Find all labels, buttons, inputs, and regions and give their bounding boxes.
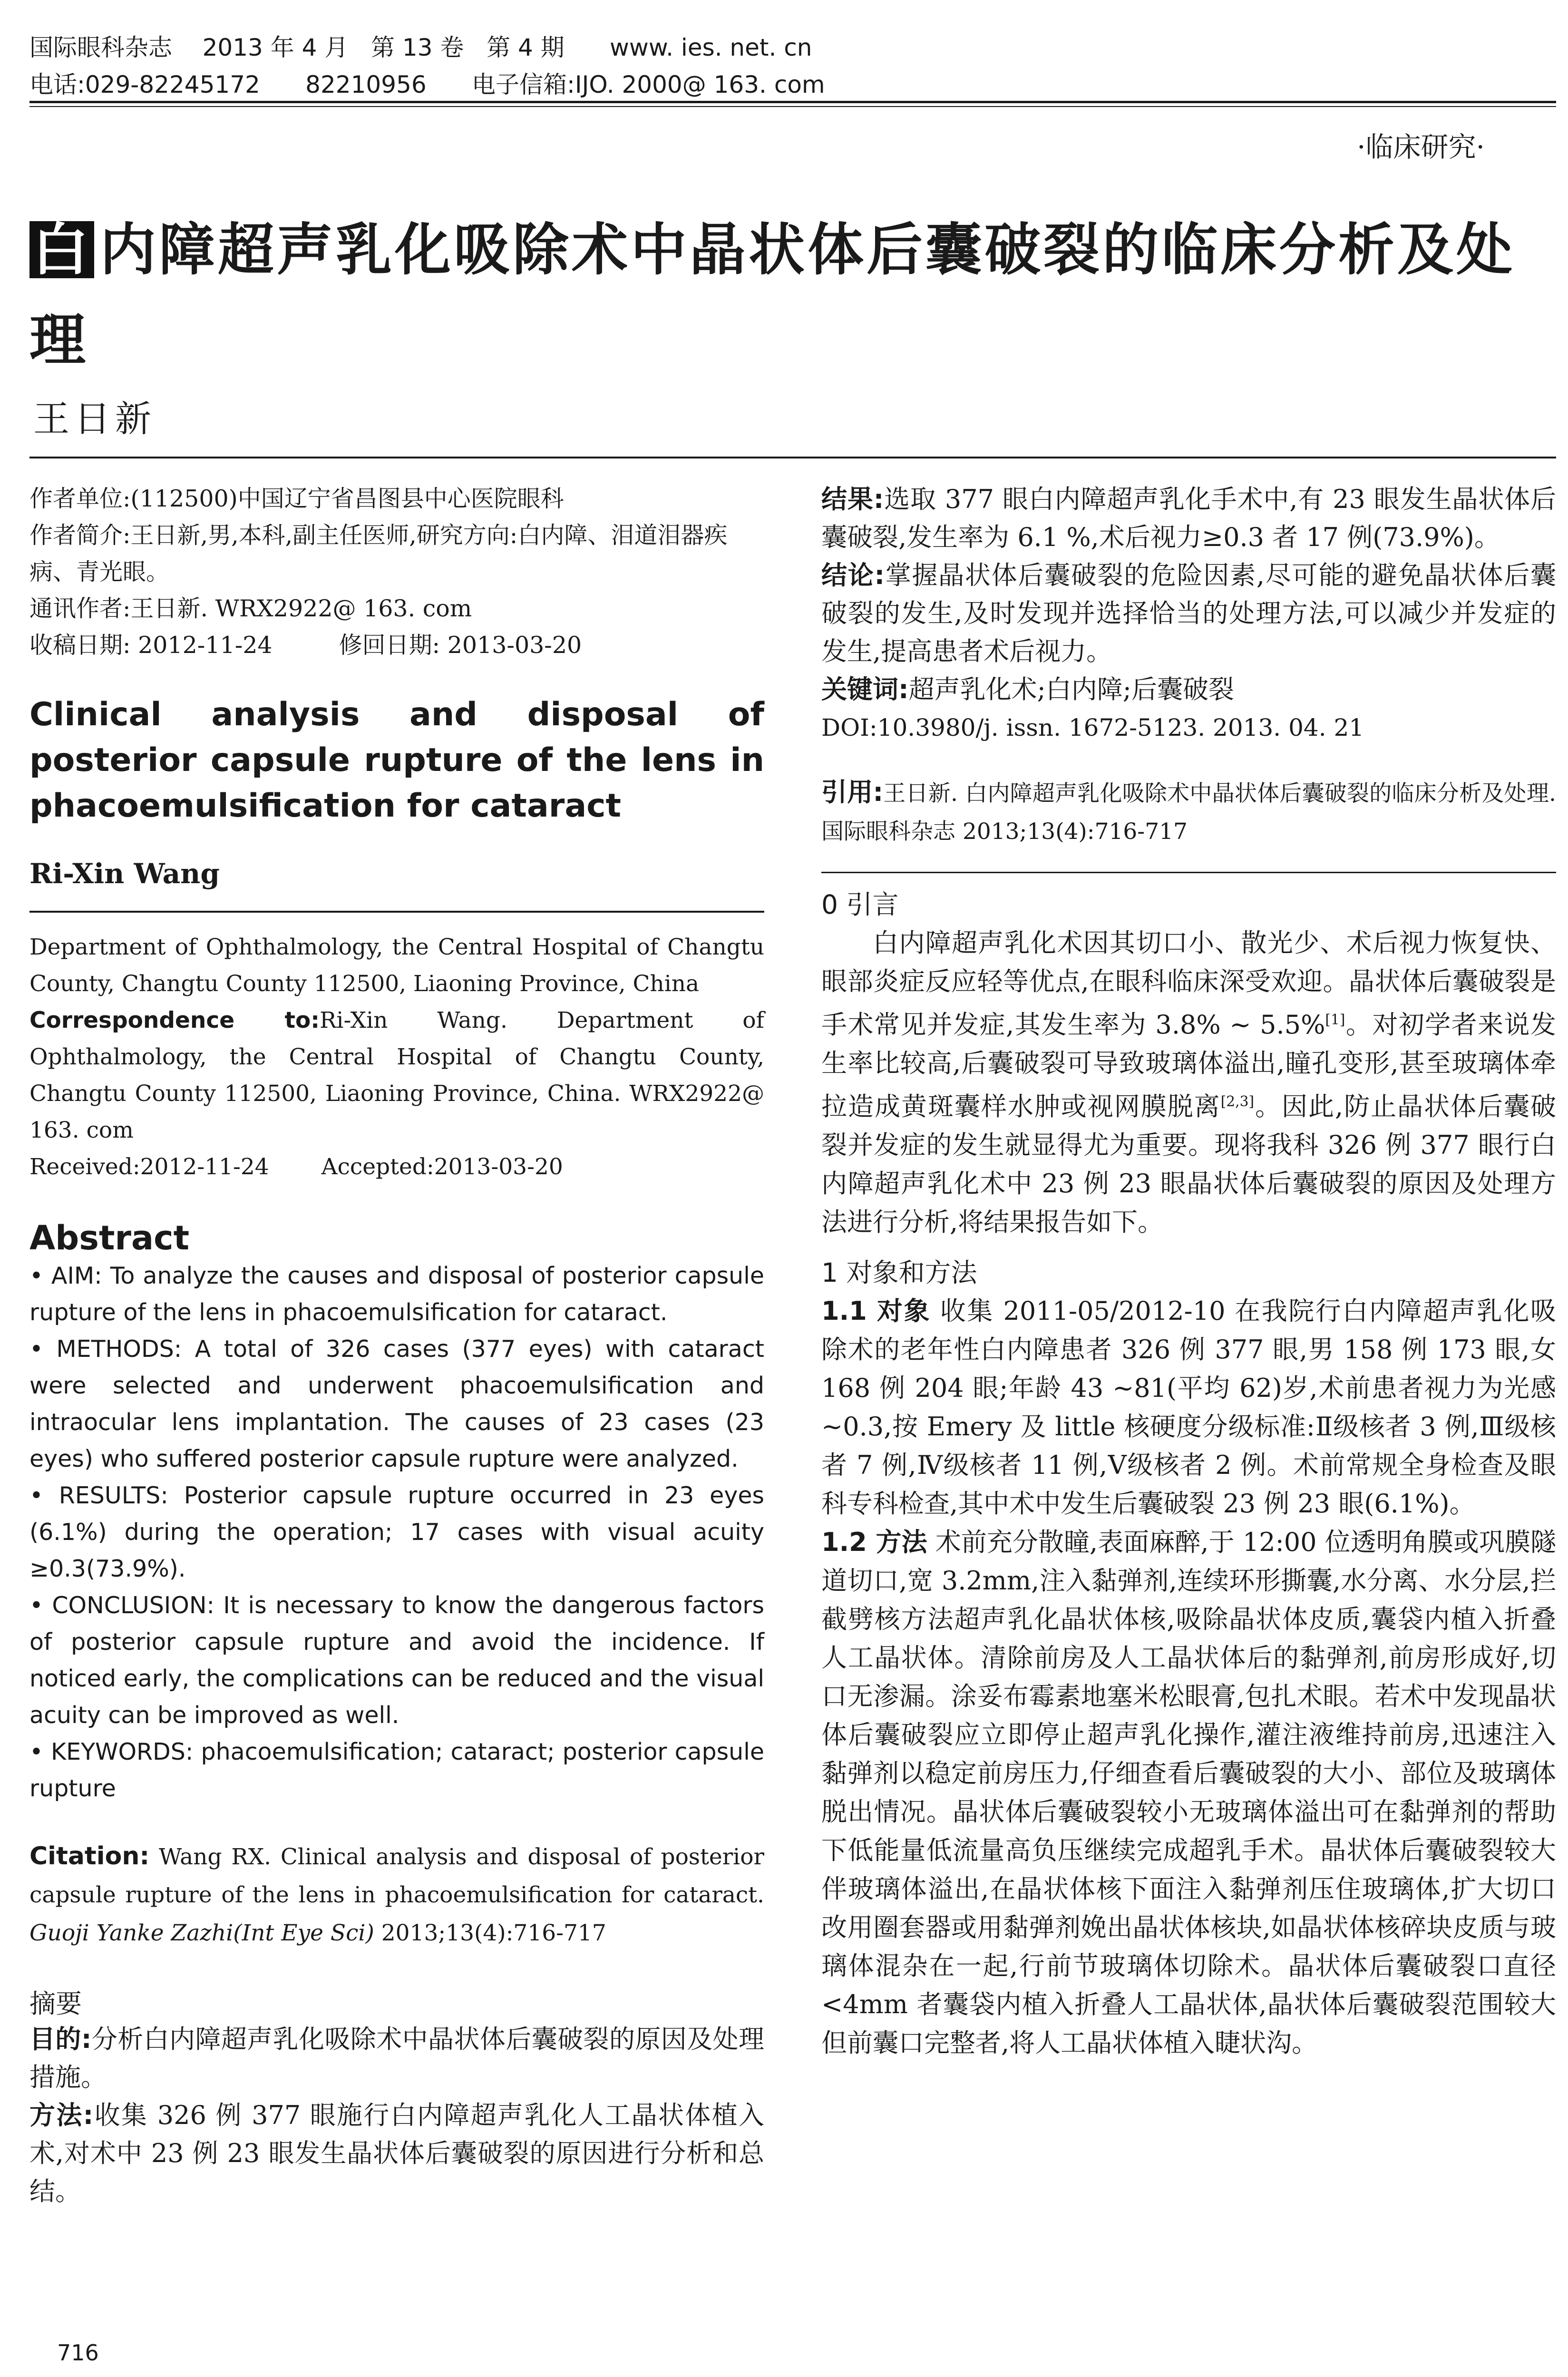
header-rule-thick — [29, 101, 1556, 103]
cn-methods-label: 方法: — [29, 2100, 94, 2130]
abstract-keywords: • KEYWORDS: phacoemulsification; cataract; posterior capsule rupture — [29, 1738, 764, 1802]
citation-text: Wang RX. Clinical analysis and disposal of posterior capsule rupture of the lens in phacoemulsification for cataract. — [29, 1844, 764, 1908]
intro-heading: 0 引言 — [821, 889, 899, 920]
intro-text-1: 白内障超声乳化术因其切口小、散光少、术后视力恢复快、眼部炎症反应轻等优点,在眼科临床深受欢迎。晶状体后囊破裂是手术常见并发症,其发生率为 3.8% ~ 5.5% — [821, 928, 1556, 1040]
section-1-2-label: 1.2 方法 — [821, 1527, 927, 1557]
intro-text-2: 。对初学者来说发生率比较高,后囊破裂可导致玻璃体溢出,瞳孔变形,甚至玻璃体牵拉造成黄斑囊样水肿或视网膜脱离 — [821, 1010, 1556, 1121]
cn-conclusion-label: 结论: — [821, 560, 885, 590]
cn-methods — [29, 2096, 764, 2211]
english-title: Clinical analysis and disposal of posterior capsule rupture of the lens in phacoemulsification for cataract — [29, 696, 764, 825]
doi: DOI:10.3980/j. issn. 1672-5123. 2013. 04. 21 — [821, 714, 1364, 741]
author-name-cn: 王日新 — [33, 398, 156, 440]
cn-conclusion — [821, 556, 1556, 671]
cn-results — [821, 480, 1556, 556]
dates-line — [29, 627, 764, 663]
article-title — [29, 205, 1556, 385]
citation-label: Citation: — [29, 1842, 150, 1870]
right-divider — [821, 872, 1556, 873]
abstract-conclusion: • CONCLUSION: It is necessary to know the dangerous factors of posterior capsule rupture and avoid the incidence. If noticed early, the complications can be reduced and the visual acuity can be improved as well. — [29, 1592, 764, 1729]
cn-conclusion-text: 掌握晶状体后囊破裂的危险因素,尽可能的避免晶状体后囊破裂的发生,及时发现并选择恰当的处理方法,可以减少并发症的发生,提高患者术后视力。 — [821, 560, 1556, 666]
cn-abstract-heading: 摘要 — [29, 1988, 82, 2019]
citation-tail: 2013;13(4):716-717 — [381, 1920, 606, 1946]
left-divider — [29, 911, 764, 913]
section-tag: ·临床研究· — [1357, 131, 1485, 163]
title-first-char-box: 白 — [29, 221, 94, 278]
en-dates — [29, 1149, 764, 1185]
revised-date: 修回日期: 2013-03-20 — [339, 632, 582, 659]
correspondence-text: Ri-Xin Wang. Department of Ophthalmology, the Central Hospital of Changtu County, Changtu County 112500, Liaoning Province, China. WRX2922@ 163. com — [29, 1007, 764, 1143]
section-1-2 — [821, 1523, 1556, 2062]
author-bio: 作者简介:王日新,男,本科,副主任医师,研究方向:白内障、泪道泪器疾病、青光眼。 — [29, 522, 728, 585]
intro-text-3: 。因此,防止晶状体后囊破裂并发症的发生就显得尤为重要。现将我科 326 例 377 眼行白内障超声乳化术中 23 例 23 眼晶状体后囊破裂的原因及处理方法进行分析,将结果报告如下。 — [821, 1091, 1556, 1237]
abstract-aim: • AIM: To analyze the causes and disposal of posterior capsule rupture of the lens in phacoemulsification for cataract. — [29, 1262, 764, 1326]
abstract-results: • RESULTS: Posterior capsule rupture occurred in 23 eyes (6.1%) during the operation; 17 cases with visual acuity ≥0.3(73.9%). — [29, 1482, 764, 1582]
page-number: 716 — [57, 2340, 99, 2366]
section-1-1 — [821, 1292, 1556, 1523]
cn-results-label: 结果: — [821, 484, 884, 514]
journal-header-line1: 国际眼科杂志 2013 年 4 月 第 13 卷 第 4 期 www. ies. net. cn — [29, 34, 812, 61]
cn-keywords-label: 关键词: — [821, 674, 909, 704]
section-1-1-text: 收集 2011-05/2012-10 在我院行白内障超声乳化吸除术的老年性白内障患者 326 例 377 眼,男 158 例 173 眼,女 168 例 204 眼;年龄 43 ~81(平均 62)岁,术前患者视力为光感 ~0.3,按 Emery 及 little 核硬度分级标准:Ⅱ级核者 3 例,Ⅲ级核者 7 例,Ⅳ级核者 11 例,Ⅴ级核者 2 例。术前常规全身检查及眼科专科检查,其中术中发生后囊破裂 23 例 23 眼(6.1%)。 — [821, 1296, 1556, 1519]
cn-keywords — [821, 671, 1556, 709]
correspondence — [29, 1002, 764, 1149]
top-divider — [29, 457, 1556, 458]
ref-1: [1] — [1325, 1012, 1345, 1028]
title-text: 内障超声乳化吸除术中晶状体后囊破裂的临床分析及处理 — [29, 217, 1516, 373]
abstract-heading: Abstract — [29, 1218, 190, 1257]
en-accepted: Accepted:2013-03-20 — [321, 1154, 563, 1180]
section-1-1-label: 1.1 对象 — [821, 1296, 931, 1326]
affiliation-block — [29, 929, 764, 1185]
author-unit: 作者单位:(112500)中国辽宁省昌图县中心医院眼科 — [29, 485, 564, 512]
en-received: Received:2012-11-24 — [29, 1154, 269, 1180]
abstract-methods: • METHODS: A total of 326 cases (377 eyes) with cataract were selected and underwent phacoemulsification and intraocular lens implantation. The causes of 23 cases (23 eyes) who suffered posterior capsule rupture were analyzed. — [29, 1335, 764, 1472]
cn-citation-text: 王日新. 白内障超声乳化吸除术中晶状体后囊破裂的临床分析及处理. 国际眼科杂志 2013;13(4):716-717 — [821, 780, 1556, 845]
cn-citation-label: 引用: — [821, 777, 884, 807]
section-1-2-text: 术前充分散瞳,表面麻醉,于 12:00 位透明角膜或巩膜隧道切口,宽 3.2mm,注入黏弹剂,连续环形撕囊,水分离、水分层,拦截劈核方法超声乳化晶状体核,吸除晶状体皮质,囊袋内植入折叠人工晶状体。清除前房及人工晶状体后的黏弹剂,前房形成好,切口无渗漏。涂妥布霉素地塞米松眼膏,包扎术眼。若术中发现晶状体后囊破裂应立即停止超声乳化操作,灌注液维持前房,迅速注入黏弹剂以稳定前房压力,仔细查看后囊破裂的大小、部位及玻璃体脱出情况。晶状体后囊破裂较小无玻璃体溢出可在黏弹剂的帮助下低能量低流量高负压继续完成超乳手术。晶状体后囊破裂较大伴玻璃体溢出,在晶状体核下面注入黏弹剂压住玻璃体,扩大切口改用圈套器或用黏弹剂娩出晶状体核块,如晶状体核碎块皮质与玻璃体混杂在一起,行前节玻璃体切除术。晶状体后囊破裂口直径<4mm 者囊袋内植入折叠人工晶状体,晶状体后囊破裂范围较大但前囊口完整者,将人工晶状体植入睫状沟。 — [821, 1527, 1556, 2058]
ref-2-3: [2,3] — [1220, 1093, 1255, 1110]
cn-methods-text: 收集 326 例 377 眼施行白内障超声乳化人工晶状体植入术,对术中 23 例 23 眼发生晶状体后囊破裂的原因进行分析和总结。 — [29, 2100, 764, 2206]
cn-aim-label: 目的: — [29, 2024, 92, 2054]
journal-header-line2: 电话:029-82245172 82210956 电子信箱:IJO. 2000@ 163. com — [29, 71, 825, 98]
received-date: 收稿日期: 2012-11-24 — [29, 632, 273, 659]
cn-aim-text: 分析白内障超声乳化吸除术中晶状体后囊破裂的原因及处理措施。 — [29, 2024, 764, 2092]
right-column — [821, 480, 1556, 2062]
left-column — [29, 480, 764, 2211]
header-rule-thin — [29, 106, 1556, 107]
cn-keywords-text: 超声乳化术;白内障;后囊破裂 — [908, 674, 1234, 704]
citation — [29, 1837, 764, 1952]
english-author: Ri-Xin Wang — [29, 857, 220, 890]
cn-aim — [29, 2020, 764, 2096]
corresponding-author: 通讯作者:王日新. WRX2922@ 163. com — [29, 595, 472, 622]
cn-results-text: 选取 377 眼白内障超声乳化手术中,有 23 眼发生晶状体后囊破裂,发生率为 6.1 %,术后视力≥0.3 者 17 例(73.9%)。 — [821, 484, 1556, 552]
department-line: Department of Ophthalmology, the Central Hospital of Changtu County, Changtu County 112500, Liaoning Province, China — [29, 934, 764, 997]
citation-journal: Guoji Yanke Zazhi(Int Eye Sci) — [29, 1920, 374, 1946]
cn-citation — [821, 773, 1556, 851]
correspondence-label: Correspondence to: — [29, 1007, 320, 1033]
section1-heading: 1 对象和方法 — [821, 1257, 977, 1288]
intro-paragraph — [821, 924, 1556, 1241]
